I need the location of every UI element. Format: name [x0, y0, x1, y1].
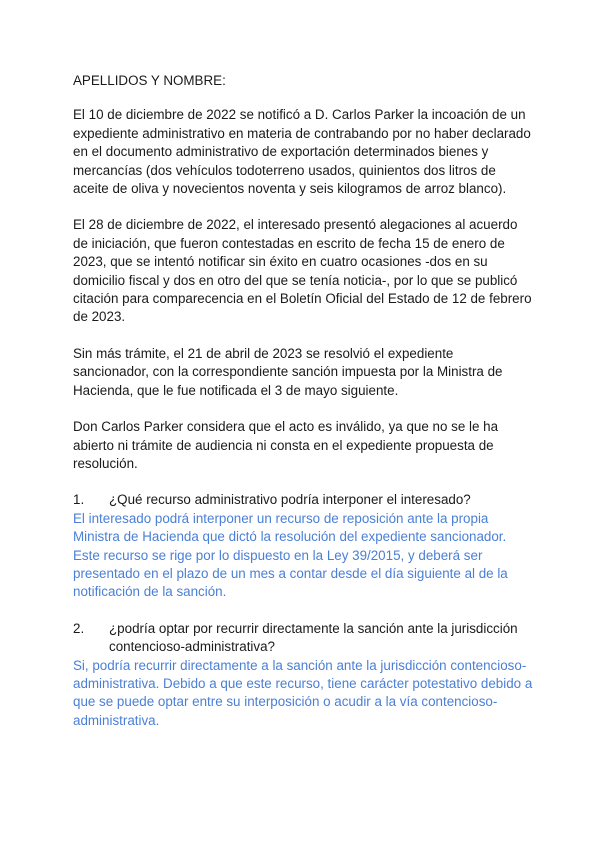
- paragraph-allegations: El 28 de diciembre de 2022, el interesado presentó alegaciones al acuerdo de iniciación, que fueron contestadas en escrito de fecha 15 de enero de 2023, que se intentó notificar sin éxito en cuatro ocasiones -dos en su domicilio fiscal y dos en otro del que se tenía noticia-, por lo que se publicó citación para comparecencia en el Boletín Oficial del Estado de 12 de febrero de 2023.: [73, 217, 532, 325]
- document-page: [73, 72, 533, 748]
- question-2-text: ¿podría optar por recurrir directamente la sanción ante la jurisdicción contencioso-administrativa?: [109, 620, 518, 655]
- name-heading: APELLIDOS Y NOMBRE:: [73, 73, 226, 88]
- question-1: [73, 491, 533, 509]
- question-2: [73, 620, 533, 657]
- question-1-number: 1.: [73, 492, 85, 508]
- question-2-number: 2.: [73, 620, 85, 636]
- paragraph-notification: El 10 de diciembre de 2022 se notificó a D. Carlos Parker la incoación de un expediente administrativo en materia de contrabando por no haber declarado en el documento administrativo de exportación determinados bienes y mercancías (dos vehículos todoterreno usados, quinientos dos litros de aceite de oliva y novecientos noventa y seis kilogramos de arroz blanco).: [73, 107, 531, 197]
- paragraph-invalidity-claim: Don Carlos Parker considera que el acto es inválido, ya que no se le ha abierto ni trámite de audiencia ni consta en el expediente propuesta de resolución.: [73, 419, 499, 471]
- question-1-text: ¿Qué recurso administrativo podría interponer el interesado?: [109, 492, 471, 508]
- answer-2: Si, podría recurrir directamente a la sanción ante la jurisdicción contencioso-administrativa. Debido a que este recurso, tiene carácter potestativo debido a que se puede optar entre su interposición o acudir a la vía contencioso-administrativa.: [73, 657, 533, 728]
- answer-1: El interesado podrá interponer un recurso de reposición ante la propia Ministra de Hacienda que dictó la resolución del expediente sancionador. Este recurso se rige por lo dispuesto en la Ley 39/2015, y deberá ser presentado en el plazo de un mes a contar desde el día siguiente al de la notificación de la sanción.: [73, 510, 508, 600]
- paragraph-resolution: Sin más trámite, el 21 de abril de 2023 se resolvió el expediente sancionador, con la correspondiente sanción impuesta por la Ministra de Hacienda, que le fue notificada el 3 de mayo siguiente.: [73, 345, 503, 398]
